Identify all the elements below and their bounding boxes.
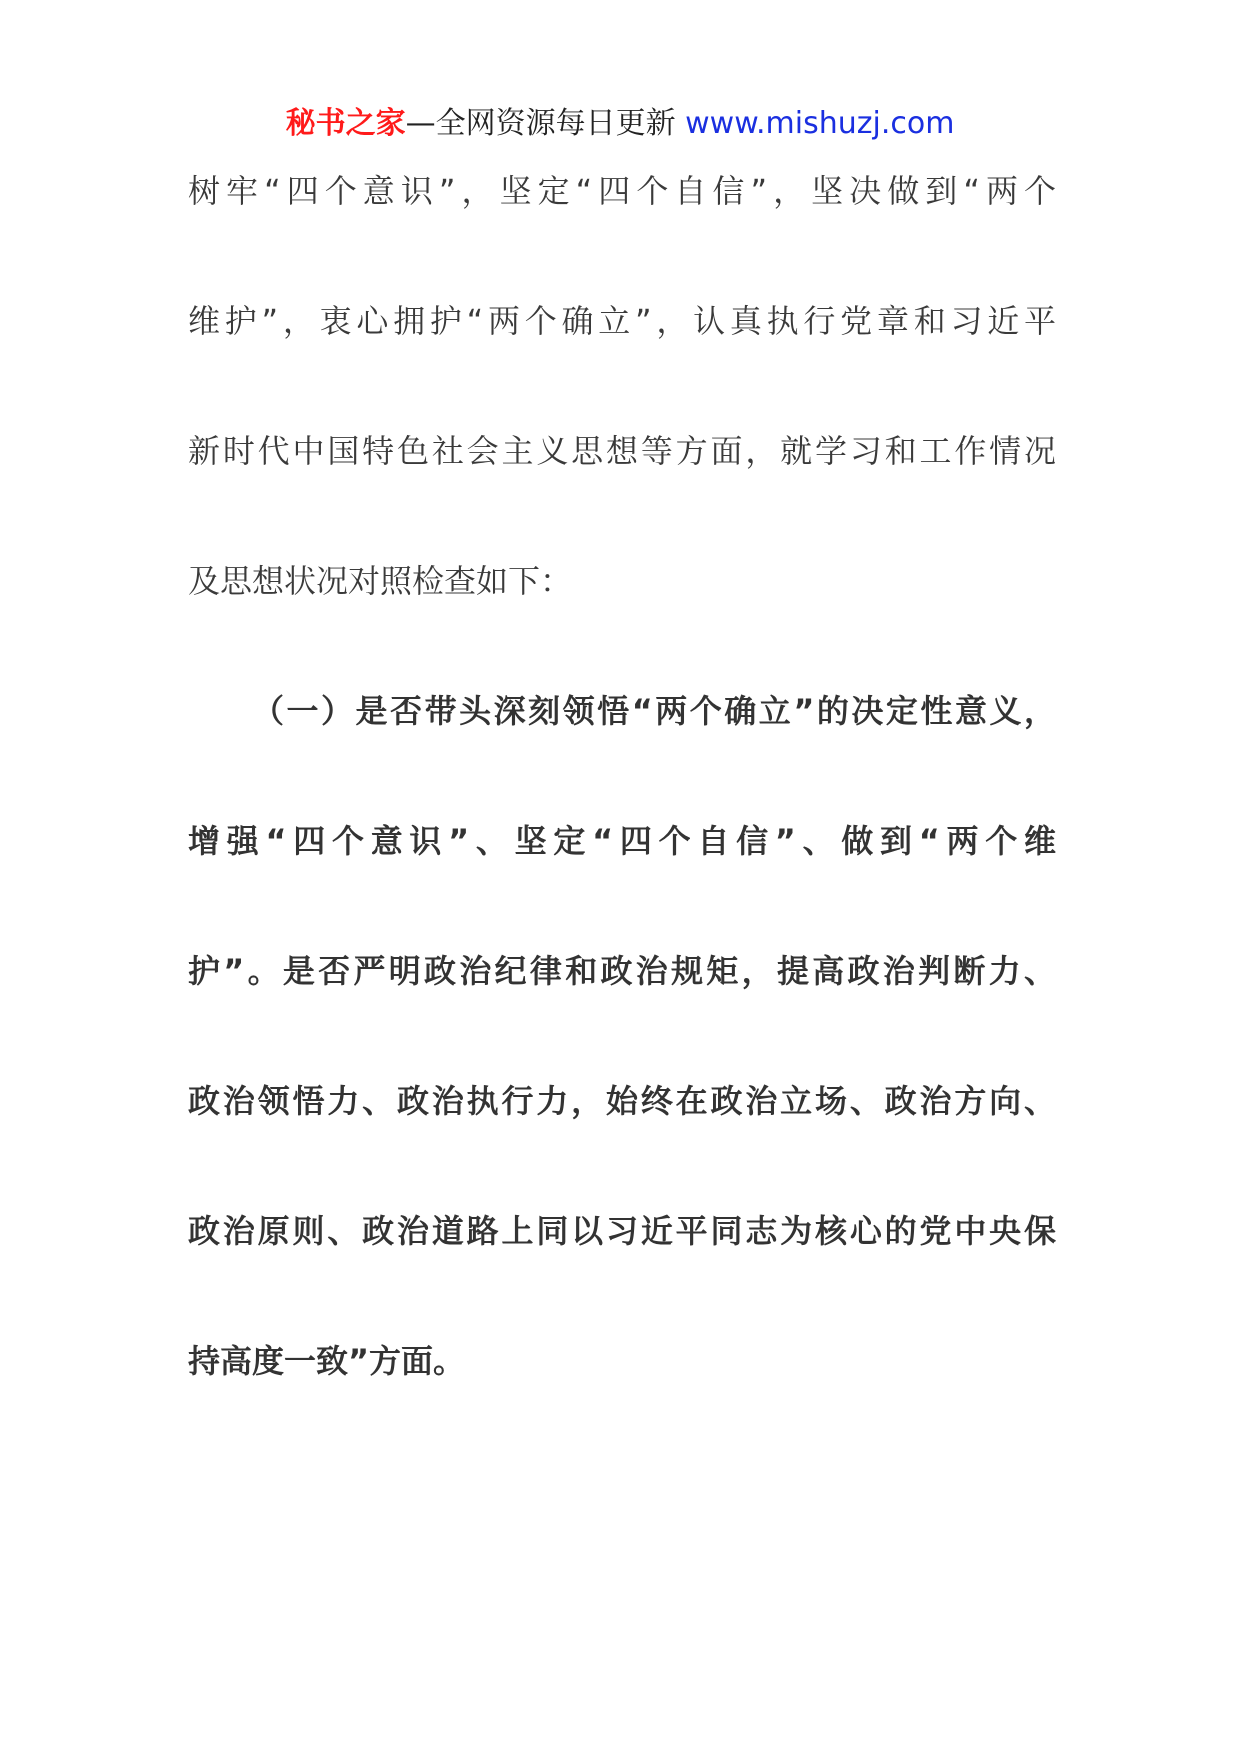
section-heading-line-3: 护”。是否严明政治纪律和政治规矩，提高政治判断力、	[188, 952, 1056, 990]
header-slogan: —全网资源每日更新	[405, 106, 686, 141]
page-header	[0, 100, 1240, 148]
section-heading-line-2: 增强“四个意识”、坚定“四个自信”、做到“两个维	[188, 822, 1056, 860]
paragraph-1-line-3: 新时代中国特色社会主义思想等方面，就学习和工作情况	[188, 432, 1056, 470]
brand-name: 秘书之家	[285, 106, 406, 141]
paragraph-1-line-4: 及思想状况对照检查如下：	[188, 562, 573, 600]
paragraph-1-line-1: 树牢“四个意识”，坚定“四个自信”，坚决做到“两个	[188, 172, 1056, 210]
section-heading-line-4: 政治领悟力、政治执行力，始终在政治立场、政治方向、	[188, 1082, 1056, 1120]
paragraph-1-line-2: 维护”，衷心拥护“两个确立”，认真执行党章和习近平	[188, 302, 1056, 340]
section-heading-line-1: （一）是否带头深刻领悟“两个确立”的决定性意义，	[252, 692, 1056, 730]
section-heading-line-5: 政治原则、政治道路上同以习近平同志为核心的党中央保	[188, 1212, 1056, 1250]
document-body	[188, 160, 1056, 1460]
website-link[interactable]: www.mishuzj.com	[685, 106, 955, 141]
section-heading-line-6: 持高度一致”方面。	[188, 1342, 466, 1380]
